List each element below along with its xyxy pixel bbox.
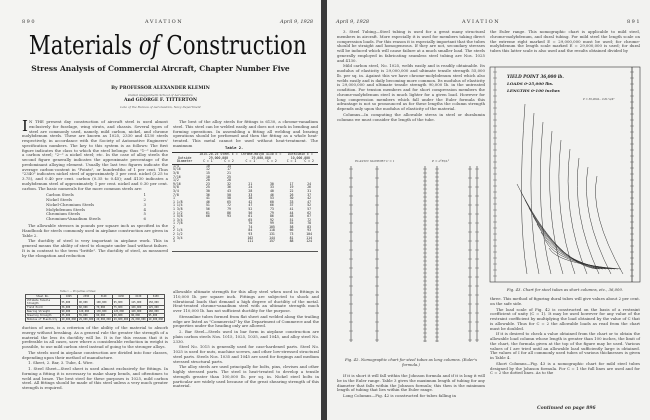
table-cell: 21 (248, 181, 253, 186)
table-cell: 58 (289, 224, 294, 229)
title-part: Materials (28, 31, 139, 61)
table-cell: 53 (270, 196, 274, 201)
paragraph: The load scale of Fig. 42 is constructed on the basis of a restraint coefficient of unity (C = 1). It may be used however for any value of the restraint coefficient by multiplying the load obtained by the value of C that is allowable. Thus for C = 2 the allowable loads as read from the chart must be doubled. (490, 306, 640, 331)
table-cell: 30 (270, 181, 274, 186)
table-cell: 12 (205, 167, 210, 172)
table-cell: 24 (307, 181, 312, 186)
table-row (172, 240, 318, 244)
table-cell: 65 (227, 199, 231, 204)
table-cell: 157 (269, 239, 275, 244)
table-cell: 37 (307, 192, 312, 197)
table-cell: 93 (227, 214, 231, 219)
table-cell: 17 (289, 181, 294, 186)
right-column-bottom (173, 290, 319, 418)
table-cell: 1 3/4 (173, 217, 183, 222)
table-cell: 23 (205, 181, 210, 186)
paragraph: three. This method of figuring dural tubes will give values about 2 per cent. on the safe side. (490, 296, 640, 306)
table-cell: 61 (248, 214, 253, 219)
table-cell: 1/2 (173, 178, 179, 183)
fig-42-caption: Fig. 42. Nomographic chart for steel tubes as long columns. (Euler's formula.) (344, 357, 478, 367)
fig-43-caption: Fig. 43. Chart for steel tubes as short columns, etc., 36,000. (506, 287, 624, 292)
column-subheader: C = 2 (267, 159, 277, 164)
table-cell: 33 (248, 192, 253, 197)
fig-43-lengths: LENGTHS 0-100 inches (507, 88, 560, 93)
load-curve (586, 167, 611, 274)
left-page (0, 0, 321, 420)
table-cell: 75,000 (112, 306, 129, 310)
fig-43-nomograph (487, 64, 647, 286)
table-cell: 29,000,000 (78, 318, 94, 321)
author-2-affiliation: Late of the Bureau of Aeronautics, Navy Department (120, 105, 201, 109)
table-cell: 10 (205, 163, 210, 168)
table-cell: 67 (307, 214, 312, 219)
table-cell: 38 (248, 196, 253, 201)
table-cell: 1/4 (173, 163, 179, 168)
list-item: Chromium-Vanadium Steels 6 (46, 216, 146, 222)
load-curve (568, 149, 587, 274)
table-cell: 52 (248, 206, 253, 211)
paragraph: If it is desired to check a value obtained from the chart or to obtain the allowable load column whose length is greater than 100 inches, the limit of the chart, the formula given at the top of the figure may be used. Various values of I are tried until an allowable load sufficiently large is obtained. The values of I for all commonly used tubes of various thicknesses is given in Table 4. (490, 331, 640, 360)
table-cell: 1 3/8 (173, 206, 183, 211)
table-cell: 47 (248, 203, 253, 208)
column-subheader: C = 2 (224, 159, 234, 164)
table-cell: 66 (289, 228, 294, 233)
table-cell: 60 (270, 199, 274, 204)
table-cell: 90,000 (60, 310, 77, 314)
table-cell: 47 (307, 199, 312, 204)
paragraph: allowable ultimate strength for this alloy steel when used in fittings is 110,000 lb. per square inch. Fittings are subjected to shock and vibrational loads that demand a high degree of ductility of the metal. Heat-treated chrome-vanadium steel with an ultimate strength much over 110,000 lb. has not sufficient ductility for the purpose. (173, 289, 319, 313)
table-cell: 1 5/8 (173, 214, 183, 219)
table-cell: 80,000 (130, 314, 147, 318)
issue-date: April 9, 1928 (280, 19, 314, 25)
paragraph: the Euler range. This nomographic chart is applicable to mild steel, chrome-molybdenum, and dural tubing. For mild steel the length scale on the extreme right marked E = 29,000,000 must be used; for chrome-molybdenum the length scale marked E = 29,000,000 is used; for dural tubes this latter scale is also used and the results obtained divided by (490, 29, 640, 53)
table-cell: 2 3/4 (173, 235, 183, 240)
issue-date: April 9, 1928 (336, 19, 370, 25)
table-cell: 43 (227, 188, 231, 193)
paragraph: If it is short it will fall within the Johnson formula and if it is long it will be in the Euler range. Table 3 gives the maximum length of tubing for any diameter that falls within the Johnson formula; this then is the minimum length of tubing that lies within the Euler range. (337, 373, 485, 393)
divider (172, 251, 318, 252)
table-cell: 24 (248, 185, 253, 190)
paragraph: The alloy steels are used principally for bolts, pins, clevises and other highly stressed parts. The steel is heat-treated to develop a tensile strength greater than 100,000 lb. per sq. in. Nickel steel bolts in particular are widely used because of the great shearing strength of this material. (173, 364, 319, 389)
author-1-affiliation: Daniel Guggenheim School of Aeronautics (128, 93, 193, 97)
paragraph: 3. Steel Tubing—Steel tubing is used for a great many structural members in aircraft. More especially it is used for members taking direct compression loads. For this reason it is especially important that the tubes should be straight and homogeneous. If they are not, secondary stresses will be induced which will cause failure at a much smaller load. The steels generally employed in fabricating seamless steel tubing are Nos. 1025 and 4130. (337, 29, 485, 63)
table-cell: 100,000 (95, 299, 112, 306)
table-cell: 125,000 (147, 306, 164, 310)
table-cell: 26 (307, 185, 312, 190)
author-2: And GEORGE F. TITTERTON (123, 98, 198, 103)
table-cell: 102 (247, 235, 254, 240)
table-cell: 19 (289, 185, 294, 190)
table-cell: 36,000 (60, 306, 77, 310)
column-header: 4130 (112, 295, 129, 299)
table-cell: 52 (307, 203, 312, 208)
column-header: Outside Diameter (177, 155, 193, 164)
table-cell: 7/8 (173, 192, 179, 197)
column-header: 6130 (130, 295, 147, 299)
table-cell: Yield Point (26, 306, 61, 310)
paragraph: duction of area, is a criterion of the ability of the material to absorb energy without breaking. As a general rule the greater the strength of a material the less its ductility will be. It is for this reason that it is preferable in all cases, save where a considerable reduction in weight is possible, to use mild carbon steel instead of going to the stronger alloys. (22, 325, 168, 349)
table-cell: 7/16 (173, 174, 181, 179)
table-cell: 55 (289, 221, 294, 226)
table-cell: 60,000 (77, 306, 94, 310)
paragraph: N THE present day construction of aircraft steel is used almost exclusively for fuselage, wing struts, and chassis. Several types of steel are commonly used, namely, mild carbon, nickel, and chrome molybdenum steels. These are known as 1025, 2330 and 4130 steels respectively, in accordance with the Society of Automotive Engineers' specification numbers. The key to this system is as follows: The first figure indicates the class to which the steel belongs: thus "1--" indicates a carbon steel; "2--" a nickel steel; etc. In the case of alloy steels the second figure generally indicates the approximate percentage of the predominant alloying element. Usually the last two figures indicate the average carbon-content in "Points", or hundredths of 1 per cent. Thus "2340" indicates nickel steel of approximately 3 per cent. nickel (3.25 to 3.75), and 0.40 per cent. carbon (0.35 to 0.45); and 4130 indicates a molybdenum steel of approximately 1 per cent. nickel and 0.30 per cent. carbon. The basic numerals for the more common steels are: (22, 119, 168, 191)
table-cell: 22 (289, 188, 294, 193)
table-cell: 93 (307, 228, 312, 233)
table-cell: 33 (270, 185, 274, 190)
journal-name: AVIATION (462, 19, 501, 25)
table-cell: 56 (205, 206, 210, 211)
load-curve (531, 113, 539, 274)
paragraph: Long Columns—Fig. 42 is constructed for tubes falling in (343, 393, 457, 398)
fig-43-loads: LOADS 0-25,000 lbs. (507, 81, 554, 86)
table-cell: 33 (289, 199, 294, 204)
table-cell: 111 (247, 239, 254, 244)
table-cell: 25 (205, 185, 210, 190)
table-cell: 60,000 (112, 314, 129, 318)
table-cell: 40 (270, 188, 274, 193)
paragraph: 1. Sheet, 2. Bar, 3. Tube, 4. Wire. (28, 360, 94, 366)
table-row (26, 318, 165, 322)
table-cell: 44 (289, 210, 294, 215)
table-cell: 35,000 (60, 314, 77, 318)
table-cell: 78 (307, 221, 312, 226)
paragraph: The ductility of steel is very important in airplane work. This in general means the ability of steel to elongate under load without failure. It is in contrast to the term "brittle". The ductility of steel, as measured by the elongation and reduction (22, 238, 168, 258)
table-cell: 30 (289, 196, 294, 201)
table-cell: 41 (205, 196, 210, 201)
table-cell: 66 (205, 214, 210, 219)
list-item: Carbon Steels 1 (46, 192, 146, 198)
fig-42-nomograph (337, 157, 487, 357)
table-cell: 48 (289, 214, 294, 219)
paragraph: 2. Bar Steel—Steels used in bar form in airplane construction are plain carbon steels Nos. 1015, 1025, 1035, and 1045, and alloy steel No. 2330. (173, 329, 319, 344)
table-cell: 31 (307, 188, 312, 193)
length-curve (541, 232, 615, 269)
table-cell: 29,000,000 (96, 318, 111, 321)
table-cell: 88 (289, 239, 294, 244)
table-cell: 51 (205, 203, 210, 208)
table-cell: 72 (227, 203, 231, 208)
column-group: Duralumin E = 10,000,000 (287, 152, 313, 160)
continued-note: Continued on page 896 (537, 406, 596, 411)
table-1-title: Table 1 — Properties of Steel (60, 290, 96, 293)
table-cell: 36 (227, 185, 231, 190)
load-curve (595, 176, 623, 274)
table-cell: 1 (173, 196, 175, 201)
table-cell: 93 (248, 232, 253, 237)
fig-43-formula: P = 36,000A - 0.6L²A/K² (583, 98, 615, 101)
table-cell: 66 (270, 203, 274, 208)
column-subheader: C = 1 (245, 159, 256, 164)
table-cell: 14 (227, 163, 231, 168)
table-cell: Shearing Strength (26, 314, 61, 318)
column-subheader: C = 2 (304, 159, 314, 164)
title-part: Construction (159, 31, 307, 61)
paragraph: Columns—In computing the allowable stress in steel or duralumin columns we must consider the length of the tube. (337, 111, 485, 122)
column-subheader: C = 1 (286, 159, 297, 164)
table-cell: 160,000 (130, 310, 147, 314)
table-cell: 55,000 (60, 299, 77, 306)
author-1: By PROFESSOR ALEXANDER KLEMIN (111, 86, 210, 91)
column-header: 6150 (147, 295, 164, 299)
column-header: 2330 (77, 295, 94, 299)
table-cell: 118 (269, 228, 275, 233)
table-cell: 86 (227, 210, 231, 215)
paragraph: Streamline tubes formed from flat sheet and welded along the trailing edge are listed as "Commercial" by the Department of Commerce and the properties under the heading only are allowed. (173, 313, 319, 329)
table-cell: 37 (289, 203, 294, 208)
table-cell: 120,000 (77, 310, 94, 314)
table-cell: 131 (269, 232, 275, 237)
load-curve (540, 122, 551, 274)
table-cell: 130,000 (95, 310, 112, 314)
table-cell: 42 (248, 199, 253, 204)
table-cell: 2 1/4 (173, 228, 183, 233)
table-cell: 29,000,000 (61, 318, 76, 321)
table-cell: 25 (227, 174, 231, 179)
table-cell: 58 (227, 196, 231, 201)
column-subheader: C = 1 (203, 159, 213, 164)
table-2-title: Table 2. (225, 145, 244, 150)
table-cell: 9/16 (173, 181, 181, 186)
column-header: Steel No. (26, 295, 61, 299)
table-cell: 29,000,000 (131, 318, 146, 321)
steel-class-list (22, 193, 168, 222)
table-cell: 72 (307, 217, 312, 222)
left-column-top (22, 117, 168, 288)
table-cell: 70 (248, 221, 253, 226)
journal-name: AVIATION (145, 19, 184, 25)
paragraph: The steels used in airplane construction are divided into four classes, depending upon their method of manufacture. (22, 349, 168, 360)
table-cell: 60,000 (95, 314, 112, 318)
table-cell: 95,000 (147, 314, 164, 318)
table-cell: 73 (289, 232, 294, 237)
table-cell: 144 (269, 235, 275, 240)
load-curve (521, 104, 527, 274)
table-cell: 180,000 (147, 310, 164, 314)
table-cell: 29,000,000 (113, 318, 129, 321)
table-cell: 114 (306, 235, 312, 240)
length-curve (529, 208, 606, 269)
table-cell: 46 (205, 199, 210, 204)
table-cell: 125,000 (112, 310, 129, 314)
right-page (327, 0, 650, 420)
fig-42-formula: P = π²EI/L² (432, 159, 450, 163)
table-cell: 95,000 (112, 299, 129, 306)
table-cell: 2 (173, 224, 175, 229)
table-cell: 42 (307, 196, 312, 201)
table-cell: Ultimate Tensile Strength (26, 299, 61, 306)
title-of: of (138, 31, 160, 61)
table-cell: 79 (270, 210, 274, 215)
table-cell: 29,000,000 (148, 318, 163, 321)
fig-43-yield: YIELD POINT 36,000 lb. (507, 74, 564, 79)
table-cell: 104 (306, 232, 312, 237)
table-cell: 28 (248, 188, 253, 193)
paragraph: Mild carbon steel, No. 1025, welds easily and is readily obtainable. Its modulus of elasticity is 29,000,000 and ultimate tensile strength 55,000 lb. per sq. in. Against this we have chrome-molybdenum steel which also welds easily and is daily becoming more common. Its modulus of elasticity is 29,000,000 and ultimate tensile strength 90,000 lb. in the untreated condition. For tension members and for short compression members the chrome-molybdenum steel is much lighter for a given load. However for long compression members which fall under the Euler formula this advantage is not so pronounced as for these lengths the column strength depends only upon the modulus of elasticity of the material. (337, 63, 485, 111)
paragraph: Short Columns—Fig. 43 is a nomographic chart for mild steel tubes designed by the Johnson formula. For C = 1 the full lines are used and for C = 2 the dotted lines. As to the (490, 360, 640, 376)
table-cell: 150,000 (147, 299, 164, 306)
table-cell: 81 (289, 235, 294, 240)
table-cell: 84 (248, 228, 253, 233)
list-item: Nickel-Chromium Steels 3 (46, 201, 146, 207)
table-cell: 56 (248, 210, 253, 215)
table-cell: 73 (270, 206, 274, 211)
column-header: 3140 (95, 295, 112, 299)
table-cell: Modulus of Elasticity (26, 318, 61, 322)
table-cell: 26 (289, 192, 294, 197)
column-group: Chrome-molyb 4130 E = 29,000,000 (240, 152, 282, 160)
table-cell: 3/4 (173, 188, 179, 193)
table-cell: Bearing Strength (26, 310, 61, 314)
table-cell (218, 240, 239, 244)
page-number: 890 (22, 19, 37, 25)
table-cell: 61 (205, 210, 210, 215)
fig-42-header: ELASTIC SUPPORT C = 1 (355, 159, 395, 163)
left-column-bottom (337, 374, 485, 419)
list-item: Nickel Steels 2 (46, 197, 146, 203)
table-cell: 28 (227, 178, 231, 183)
article-subtitle: Stress Analysis of Commercial Aircraft, Chapter Number Five (31, 64, 290, 73)
left-column-top (337, 30, 485, 155)
table-cell: 30 (205, 188, 210, 193)
table-cell (197, 240, 218, 244)
table-cell: 32 (227, 181, 231, 186)
table-cell: 65 (248, 217, 253, 222)
right-column-top (490, 30, 640, 60)
drop-cap: I (22, 117, 28, 135)
length-curve (517, 184, 597, 269)
table-cell: 1 1/2 (173, 210, 183, 215)
table-cell: 20 (205, 178, 210, 183)
table-cell: 5/8 (173, 185, 179, 190)
table-cell: 70,000 (95, 306, 112, 310)
table-cell: 92 (270, 217, 274, 222)
paragraph: The best of the alloy steels for fittings is 6130, a chrome-vanadium steel. This steel can be welded easily and does not crack in bending and forming operations. In assembling a fitting all welding and brazing operations should be performed and then the fitting as a whole heat-treated. This metal cannot be used without heat-treatment. The maximum (173, 119, 318, 148)
table-cell: 57 (307, 206, 312, 211)
table-cell: 86 (270, 214, 274, 219)
table-cell: 55,000 (77, 314, 94, 318)
column-header: 1025 (60, 295, 77, 299)
table-cell: 3 (173, 239, 175, 244)
table-cell: 1 7/8 (173, 221, 183, 226)
table-cell: 18 (205, 174, 210, 179)
table-cell: 17 (227, 167, 231, 172)
table-cell: 125,000 (130, 299, 147, 306)
table-cell: 124 (306, 239, 312, 244)
left-column-bottom (22, 326, 168, 418)
table-cell: 74 (248, 224, 253, 229)
table-cell: 105 (269, 224, 275, 229)
table-cell: 1 1/8 (173, 199, 183, 204)
table-cell: 5/16 (173, 167, 181, 172)
article-title (28, 31, 307, 61)
paragraph: The allowable stresses in pounds per square inch as specified in the Handbook for steels commonly used in airplane construction are given in Table 2. (22, 223, 168, 238)
table-cell: 41 (289, 206, 294, 211)
column-group: 1015-20-25 Steel E = 29,000,000 (199, 152, 238, 160)
right-column-bottom (490, 297, 640, 401)
paragraph: 1. Steel Sheet—Steel sheet is used almost exclusively for fittings. In forming a fitting it is necessary to make sharp bends, and oftentimes to weld and braze. The best steel for these purposes is 1025, mild carbon steel. All fittings should be made of this steel unless a very much greater strength is required. (22, 366, 168, 390)
list-item: Chromium Steels 5 (46, 211, 146, 217)
table-cell: 1 1/4 (173, 203, 183, 208)
table-cell: 83 (307, 224, 312, 229)
table-cell: 79 (227, 206, 231, 211)
table-cell: 2 1/2 (173, 232, 183, 237)
table-cell: 99 (270, 221, 274, 226)
table-cell: 21 (227, 170, 231, 175)
table-2 (172, 152, 318, 244)
table-cell: 90,000 (77, 299, 94, 306)
list-item: Molybdenum Steels 4 (46, 206, 146, 212)
table-cell: 36 (205, 192, 210, 197)
table-cell: 62 (307, 210, 312, 215)
table-row (26, 299, 165, 306)
table-cell: 50 (227, 192, 231, 197)
paragraph: Steel No. 1015 is generally used for case-hardened parts. Steel No. 1025 is used for nuts, machine screws, and other low-stressed structural steel parts. Steels Nos. 1035 and 1045 are used for forgings and medium stressed structural parts. (173, 344, 319, 364)
table-cell: 100,000 (130, 306, 147, 310)
table-1 (25, 294, 165, 322)
table-cell: 15 (205, 170, 210, 175)
table-cell: 46 (270, 192, 274, 197)
table-cell: 3/8 (173, 170, 179, 175)
page-number: 891 (627, 19, 642, 25)
table-cell: 51 (289, 217, 294, 222)
